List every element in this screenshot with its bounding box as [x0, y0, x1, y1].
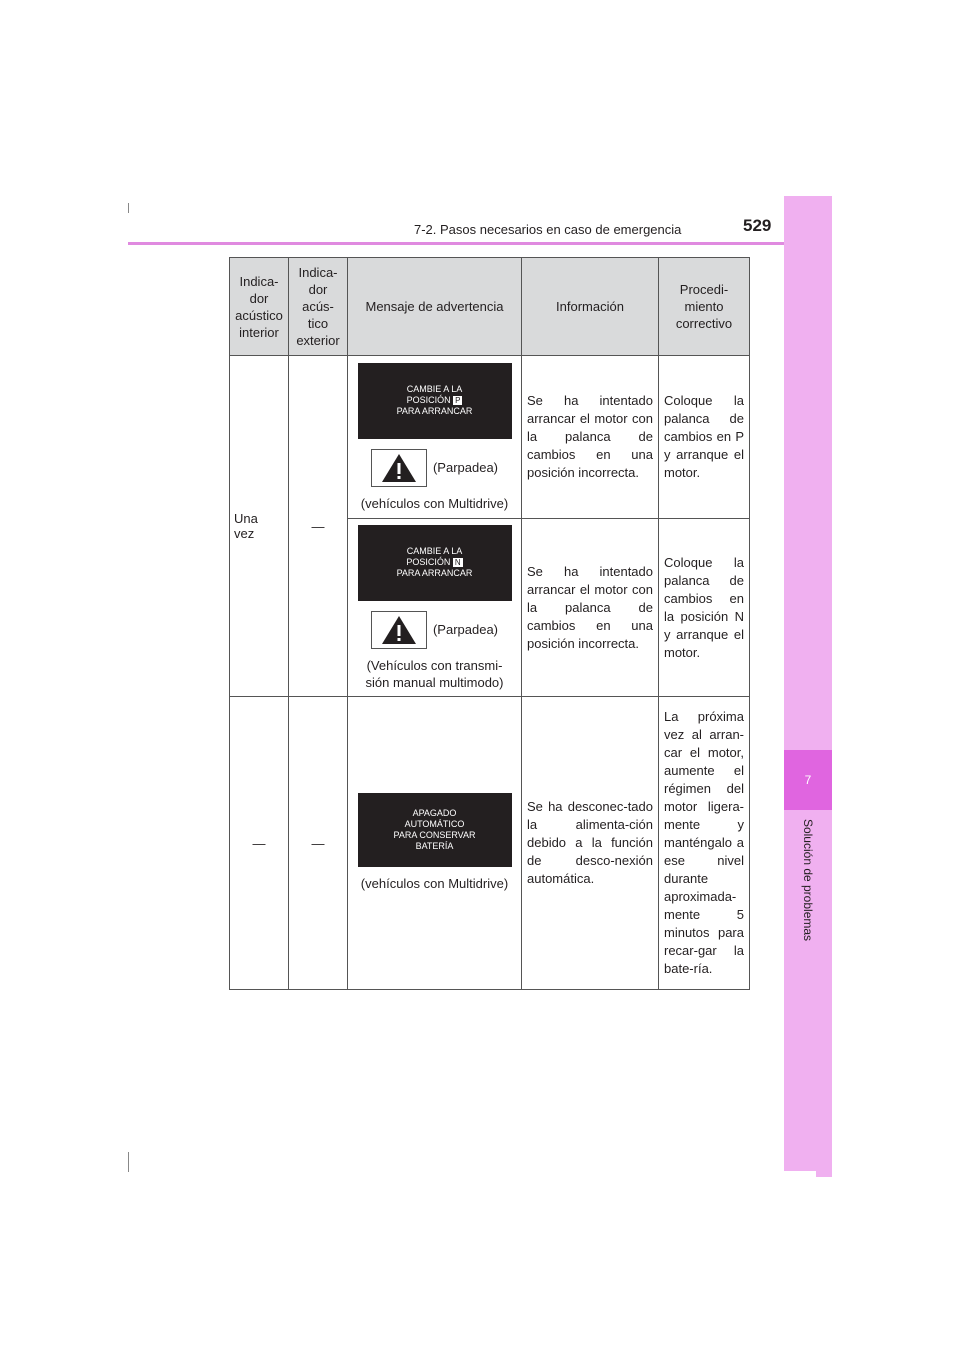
warning-triangle-icon	[371, 611, 427, 649]
screen-line: PARA CONSERVAR	[393, 830, 476, 840]
flash-label: (Parpadea)	[432, 622, 499, 637]
header-text: Información	[556, 299, 624, 314]
chapter-label: Solución de problemas	[801, 818, 815, 942]
interior-buzzer-cell: —	[230, 697, 289, 990]
procedure-cell: Coloque la palanca de cambios en P y arranque el motor.	[659, 356, 750, 519]
screen-line	[406, 557, 462, 568]
procedure-cell: Coloque la palanca de cambios en la posición N y arranque el motor.	[659, 519, 750, 697]
crop-mark	[128, 203, 129, 213]
table-row	[230, 697, 750, 990]
page-number: 529	[743, 216, 772, 235]
header-rule	[128, 242, 832, 245]
sidebar-notch	[816, 1171, 832, 1177]
cell-text: Una vez	[234, 511, 258, 541]
header-procedure	[659, 258, 750, 356]
header-interior-buzzer	[230, 258, 289, 356]
section-title: 7-2. Pasos necesarios en caso de emergencia	[414, 222, 682, 237]
screen-line: APAGADO	[412, 808, 457, 818]
header-text: Mensaje de advertencia	[365, 299, 504, 314]
display-screen	[358, 793, 512, 867]
header-information	[522, 258, 659, 356]
chapter-sidebar	[784, 196, 832, 1171]
table-header-row	[230, 258, 750, 356]
shift-position-indicator: P	[455, 396, 461, 405]
screen-line	[407, 395, 463, 406]
vehicle-caption: (Vehículos con transmi- sión manual multimodo)	[365, 657, 504, 690]
header-warning-message	[348, 258, 522, 356]
screen-line: AUTOMÁTICO	[404, 819, 465, 829]
header-text: Indica- dor acús- tico exterior	[296, 265, 340, 348]
screen-line-text: POSICIÓN	[406, 557, 451, 567]
warning-table	[229, 257, 750, 990]
procedure-cell: La próxima vez al arran-car el motor, aumente el régimen del motor ligera-mente y manténgalo a ese nivel durante aproximada-mente 5 minutos para recar-gar la bate-ría.	[659, 697, 750, 990]
information-cell: Se ha intentado arrancar el motor con la palanca de cambios en una posición incorrecta.	[522, 519, 659, 697]
warning-message-cell	[348, 519, 522, 697]
chapter-number-tab: 7	[784, 750, 832, 810]
screen-line-text: POSICIÓN	[406, 395, 451, 405]
screen-line: CAMBIE A LA	[406, 546, 463, 556]
shift-position-indicator: N	[454, 558, 461, 567]
warning-message-cell	[348, 356, 522, 519]
vehicle-caption: (vehículos con Multidrive)	[360, 495, 509, 511]
header-text: Indica- dor acústico interior	[235, 273, 283, 340]
display-screen	[358, 363, 512, 439]
warning-indicator	[348, 449, 521, 487]
crop-mark	[128, 1152, 129, 1172]
interior-buzzer-cell	[230, 356, 289, 697]
information-cell: Se ha intentado arrancar el motor con la palanca de cambios en una posición incorrecta.	[522, 356, 659, 519]
screen-line: BATERÍA	[415, 841, 454, 851]
warning-triangle-icon	[371, 449, 427, 487]
display-screen	[358, 525, 512, 601]
exterior-buzzer-cell: —	[289, 697, 348, 990]
header-exterior-buzzer	[289, 258, 348, 356]
warning-indicator	[348, 611, 521, 649]
table-row	[230, 356, 750, 519]
header-text: Procedi- miento correctivo	[675, 282, 733, 331]
information-cell: Se ha desconec-tado la alimenta-ción debido a la función de desco-nexión automática.	[522, 697, 659, 990]
exterior-buzzer-cell: —	[289, 356, 348, 697]
screen-line: CAMBIE A LA	[406, 384, 463, 394]
screen-line: PARA ARRANCAR	[396, 406, 473, 416]
vehicle-caption: (vehículos con Multidrive)	[360, 876, 509, 891]
screen-line: PARA ARRANCAR	[396, 568, 473, 578]
flash-label: (Parpadea)	[432, 460, 499, 475]
warning-message-cell	[348, 697, 522, 990]
